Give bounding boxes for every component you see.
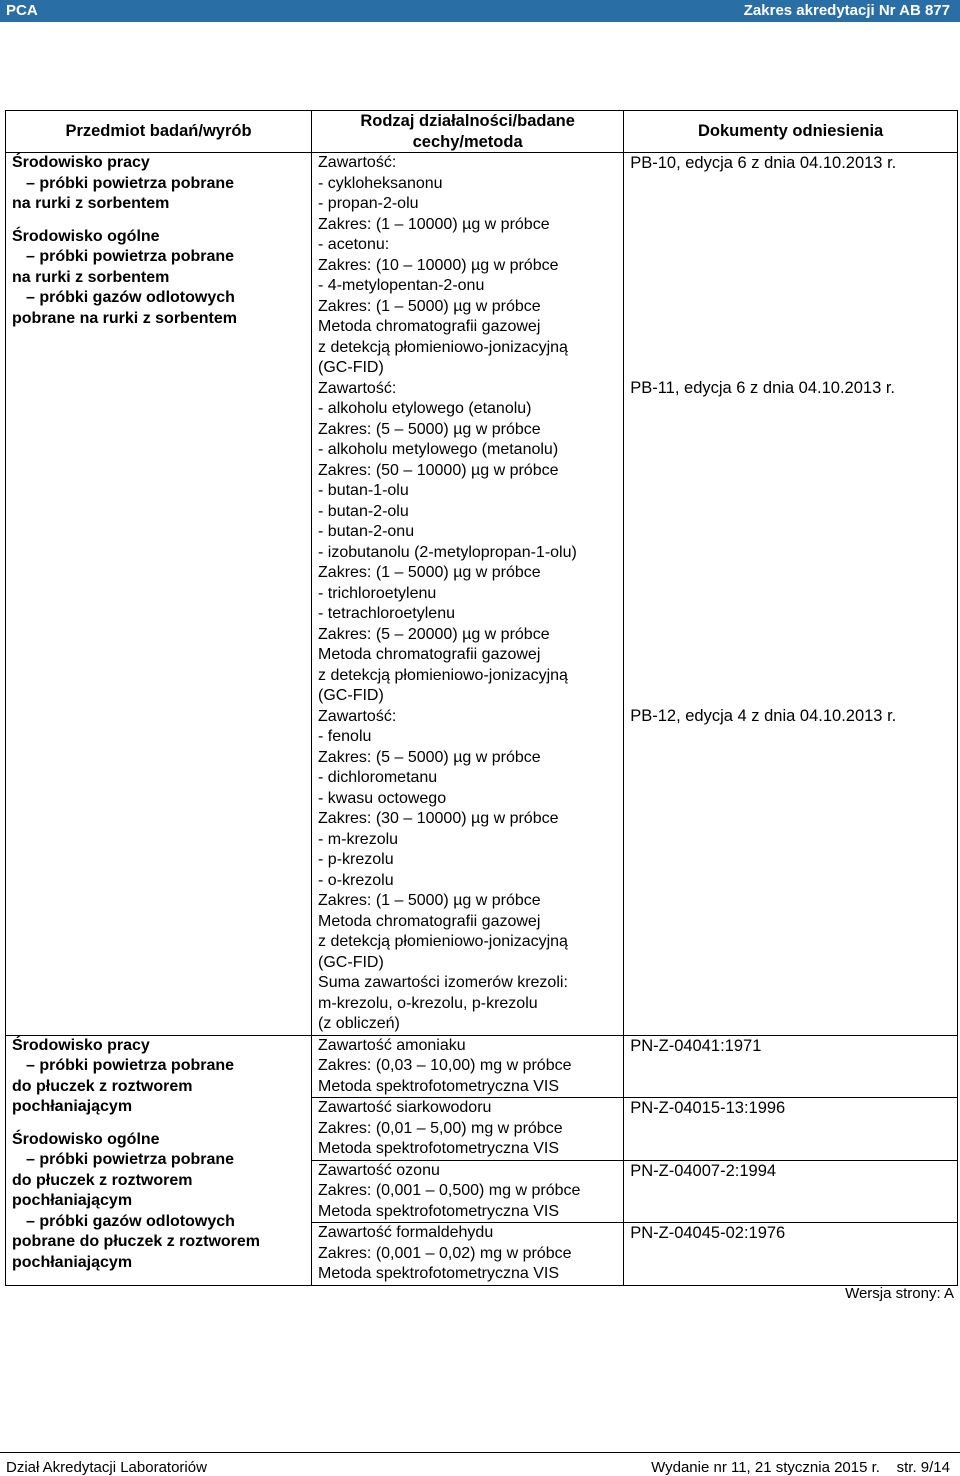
method-line: Zawartość ozonu: [318, 1161, 440, 1179]
method-line: z detekcją płomieniowo-jonizacyjną: [318, 338, 568, 356]
column-header-documents: Dokumenty odniesienia: [624, 111, 958, 153]
method-line: Suma zawartości izomerów krezoli:: [318, 974, 568, 991]
subject-line: na rurki z sorbentem: [12, 268, 170, 286]
method-line: - 4-metylopentan-2-onu: [318, 277, 485, 294]
method-line: (GC-FID): [318, 953, 384, 971]
subject-line: pochłaniającym: [12, 1098, 133, 1115]
method-line: Zawartość:: [318, 707, 397, 725]
method-line: - butan-2-olu: [318, 502, 409, 520]
method-line: Metoda spektrofotometryczna VIS: [318, 1140, 560, 1157]
method-cell-ammonia: [312, 1035, 624, 1098]
subject-line: Środowisko ogólne: [12, 1130, 160, 1148]
method-line: Metoda chromatografii gazowej: [318, 318, 541, 335]
method-block-1: [318, 153, 617, 379]
doc-pn-z-04041: PN-Z-04041:1971: [630, 1036, 762, 1055]
method-line: - alkoholu etylowego (etanolu): [318, 400, 532, 417]
method-line: Metoda chromatografii gazowej: [318, 646, 541, 663]
page-footer: [0, 1452, 960, 1476]
method-line: Zakres: (1 – 5000) µg w próbce: [318, 297, 541, 315]
method-line: - trichloroetylenu: [318, 584, 437, 602]
method-line: Metoda spektrofotometryczna VIS: [318, 1265, 560, 1282]
method-line: - o-krezolu: [318, 871, 394, 889]
subject-line: Środowisko pracy: [12, 154, 150, 171]
method-line: (GC-FID): [318, 359, 384, 376]
method-line: Zakres: (30 – 10000) µg w próbce: [318, 810, 559, 827]
method-line: Zakres: (1 – 5000) µg w próbce: [318, 564, 541, 581]
method-line: z detekcją płomieniowo-jonizacyjną: [318, 666, 568, 684]
method-block-4: [318, 973, 617, 1035]
subject-line: – próbki gazów odlotowych: [26, 1212, 235, 1230]
doc-pb11: PB-11, edycja 6 z dnia 04.10.2013 r.: [630, 379, 896, 397]
subject-gap: [12, 1118, 305, 1130]
method-line: - m-krezolu: [318, 830, 399, 848]
subject-line: na rurki z sorbentem: [12, 195, 170, 212]
method-line: - acetonu:: [318, 236, 390, 253]
method-line: Zakres: (1 – 10000) µg w próbce: [318, 215, 550, 233]
subject-line: pobrane na rurki z sorbentem: [12, 309, 237, 327]
subject-line: do płuczek z roztworem: [12, 1171, 193, 1189]
method-line: Zakres: (0,001 – 0,500) mg w próbce: [318, 1182, 581, 1199]
method-line: - izobutanolu (2-metylopropan-1-olu): [318, 543, 577, 561]
method-line: Zakres: (50 – 10000) µg w próbce: [318, 461, 559, 479]
accreditation-table: [5, 110, 958, 1286]
method-line: Metoda chromatografii gazowej: [318, 912, 541, 930]
method-cell-formaldehyde: [312, 1223, 624, 1286]
doc-pn-z-04007: PN-Z-04007-2:1994: [630, 1161, 777, 1180]
method-line: Zakres: (5 – 5000) µg w próbce: [318, 748, 541, 766]
header-right: Zakres akredytacji Nr AB 877: [743, 2, 950, 19]
subject-line: – próbki powietrza pobrane: [26, 1151, 235, 1168]
method-line: Zakres: (0,001 – 0,02) mg w próbce: [318, 1244, 572, 1262]
method-line: Zawartość siarkowodoru: [318, 1099, 492, 1116]
method-line: m-krezolu, o-krezolu, p-krezolu: [318, 994, 538, 1012]
method-line: - butan-1-olu: [318, 482, 409, 499]
subject-line: pobrane do płuczek z roztworem: [12, 1233, 261, 1250]
method-line: - alkoholu metylowego (metanolu): [318, 441, 559, 458]
subject-line: – próbki powietrza pobrane: [26, 248, 235, 265]
method-line: Zawartość amoniaku: [318, 1036, 466, 1054]
page-header: [0, 0, 960, 22]
doc-pn-z-04045: PN-Z-04045-02:1976: [630, 1224, 786, 1242]
method-line: - kwasu octowego: [318, 789, 447, 807]
method-line: - dichlorometanu: [318, 769, 438, 786]
subject-line: Środowisko ogólne: [12, 227, 160, 245]
method-line: - p-krezolu: [318, 851, 394, 868]
method-line: z detekcją płomieniowo-jonizacyjną: [318, 933, 568, 950]
doc-pb10: PB-10, edycja 6 z dnia 04.10.2013 r.: [630, 154, 897, 172]
method-cell-gc: [312, 153, 624, 1036]
method-line: Zawartość:: [318, 154, 397, 171]
method-line: Zakres: (0,03 – 10,00) mg w próbce: [318, 1057, 572, 1074]
method-line: Zakres: (1 – 5000) µg w próbce: [318, 892, 541, 909]
method-block-3: [318, 707, 617, 974]
subject-gap: [12, 215, 305, 227]
column-header-method: Rodzaj działalności/badane cechy/metoda: [312, 111, 624, 153]
subject-line: – próbki powietrza pobrane: [26, 174, 235, 192]
method-line: Zakres: (5 – 5000) µg w próbce: [318, 420, 541, 438]
method-line: Metoda spektrofotometryczna VIS: [318, 1077, 560, 1095]
method-line: - cykloheksanonu: [318, 174, 443, 192]
doc-pb12: PB-12, edycja 4 z dnia 04.10.2013 r.: [630, 707, 897, 725]
footer-left: Dział Akredytacji Laboratoriów: [6, 1459, 207, 1476]
method-line: - butan-2-onu: [318, 523, 415, 540]
subject-line: – próbki gazów odlotowych: [26, 289, 235, 306]
method-cell-h2s: [312, 1098, 624, 1161]
subject-line: – próbki powietrza pobrane: [26, 1057, 235, 1074]
documents-cell-gc: [624, 153, 958, 1036]
method-line: - fenolu: [318, 728, 372, 745]
documents-cell-h2s: [624, 1098, 958, 1161]
subject-line: Środowisko pracy: [12, 1036, 150, 1054]
method-line: (z obliczeń): [318, 1015, 400, 1032]
page-version: Wersja strony: A: [845, 1285, 954, 1302]
method-line: Zakres: (5 – 20000) µg w próbce: [318, 625, 550, 643]
method-line: - propan-2-olu: [318, 195, 419, 212]
method-block-2: [318, 379, 617, 707]
column-header-subject: Przedmiot badań/wyrób: [6, 111, 312, 153]
footer-right: Wydanie nr 11, 21 stycznia 2015 r. str. 9/14: [651, 1459, 950, 1476]
documents-cell-ammonia: [624, 1035, 958, 1098]
subject-group-scrubber: [6, 1035, 312, 1285]
method-line: (GC-FID): [318, 687, 384, 704]
method-line: Metoda spektrofotometryczna VIS: [318, 1202, 560, 1220]
method-line: Zakres: (0,01 – 5,00) mg w próbce: [318, 1119, 563, 1137]
subject-line: pochłaniającym: [12, 1192, 133, 1209]
subject-line: do płuczek z roztworem: [12, 1077, 193, 1095]
doc-pn-z-04015: PN-Z-04015-13:1996: [630, 1099, 786, 1117]
method-line: Zawartość formaldehydu: [318, 1224, 494, 1241]
subject-line: pochłaniającym: [12, 1253, 133, 1271]
header-left: PCA: [6, 2, 38, 19]
subject-group-sorbent: [6, 153, 312, 1036]
documents-cell-ozone: [624, 1160, 958, 1223]
method-line: Zawartość:: [318, 379, 397, 397]
method-cell-ozone: [312, 1160, 624, 1223]
method-line: Zakres: (10 – 10000) µg w próbce: [318, 256, 559, 274]
documents-cell-formaldehyde: [624, 1223, 958, 1286]
method-line: - tetrachloroetylenu: [318, 605, 455, 622]
